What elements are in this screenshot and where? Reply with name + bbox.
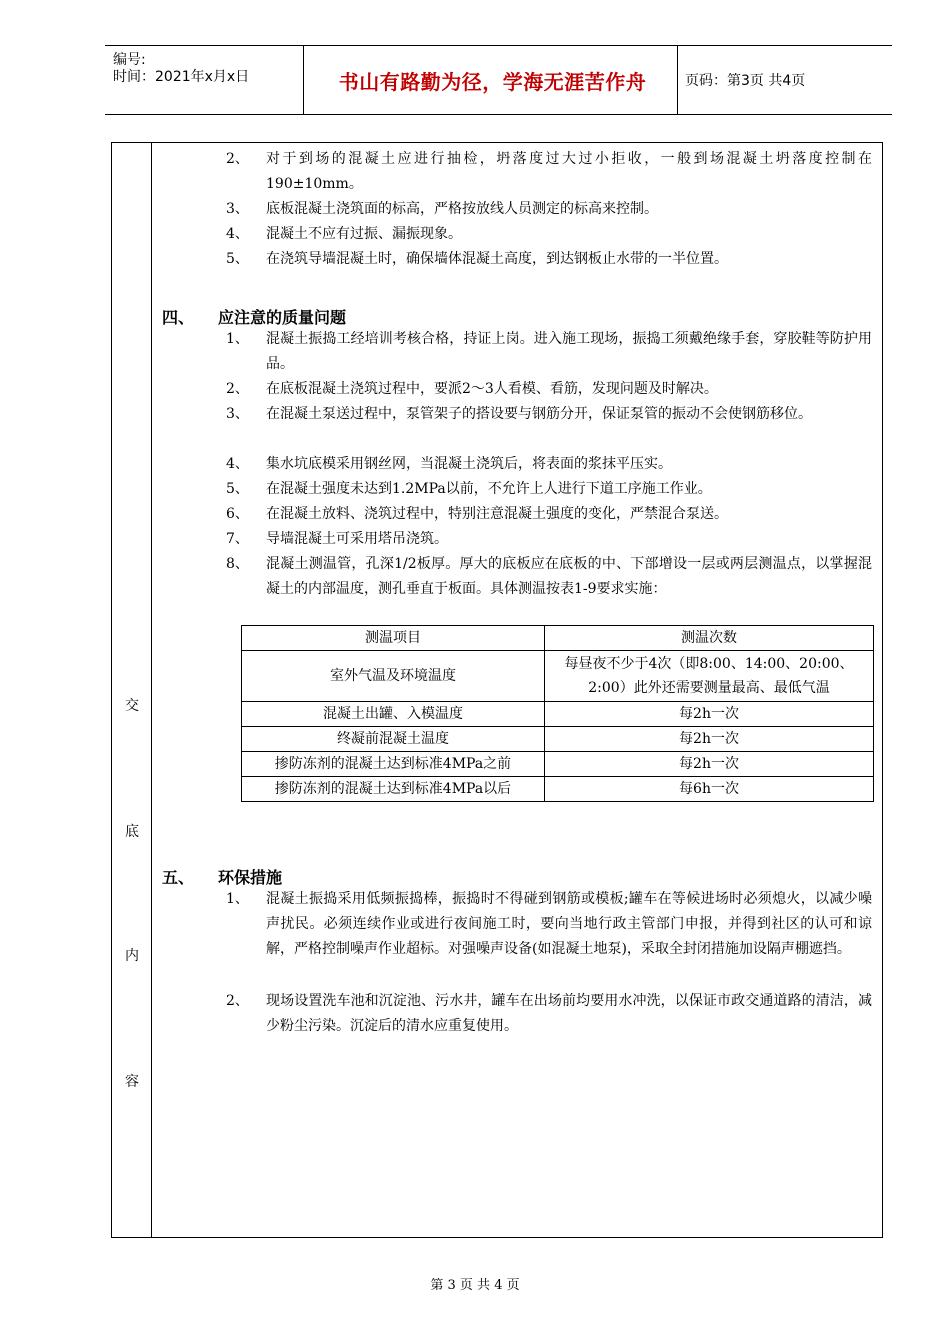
table-header-row [242,626,874,651]
table-cell: 每昼夜不少于4次（即8:00、14:00、20:00、2:00）此外还需要测量最高、最低气温 [545,651,874,702]
item-text: 对于到场的混凝土应进行抽检，坍落度过大过小拒收，一般到场混凝土坍落度控制在190±10mm。 [266,151,872,192]
side-label-char: 容 [125,1074,139,1090]
header-divider [303,46,304,114]
item-number: 2、 [226,993,249,1009]
item-number: 2、 [226,381,249,397]
table-header-cell: 测温次数 [545,626,874,651]
section-number: 四、 [162,308,195,327]
item-number: 3、 [226,201,249,217]
table-cell: 每2h一次 [545,727,874,752]
section-heading [162,305,346,328]
item-text: 集水坑底模采用钢丝网，当混凝土浇筑后，将表面的浆抹平压实。 [266,456,672,472]
document-number-label: 编号: [113,52,146,68]
item-text: 混凝土振捣采用低频振捣棒，振捣时不得碰到钢筋或模板;罐车在等候进场时必须熄火，以减少噪声扰民。必须连续作业或进行夜间施工时，要向当地行政主管部门申报，并得到社区的认可和谅解，严格控制噪声作业超标。对强噪声设备(如混凝土地泵)，采取全封闭措施加设隔声棚遮挡。 [266,891,872,957]
side-label-char: 交 [125,698,139,714]
header-page-label: 页码：第3页 共4页 [685,73,806,89]
table-header-cell: 测温项目 [242,626,545,651]
table-cell: 掺防冻剂的混凝土达到标准4MPa之前 [242,752,545,777]
item-number: 4、 [226,456,249,472]
table-row [242,727,874,752]
table-cell: 每2h一次 [545,752,874,777]
page-header [105,45,892,115]
section-title: 应注意的质量问题 [218,308,347,327]
section-heading [162,865,282,888]
item-number: 2、 [226,151,249,167]
item-number: 5、 [226,251,249,267]
item-number: 5、 [226,481,249,497]
item-number: 8、 [226,556,249,572]
table-cell: 室外气温及环境温度 [242,651,545,702]
item-number: 7、 [226,531,249,547]
table-cell: 终凝前混凝土温度 [242,727,545,752]
header-motto: 书山有路勤为径，学海无涯苦作舟 [338,69,647,94]
section-title: 环保措施 [218,868,283,887]
page-footer: 第 3 页 共 4 页 [430,1278,520,1293]
item-text: 现场设置洗车池和沉淀池、污水井，罐车在出场前均要用水冲洗，以保证市政交通道路的清洁，减少粉尘污染。沉淀后的清水应重复使用。 [266,993,872,1034]
item-text: 混凝土测温管，孔深1/2板厚。厚大的底板应在底板的中、下部增设一层或两层测温点，以掌握混凝土的内部温度，测孔垂直于板面。具体测温按表1-9要求实施： [266,556,872,597]
section-number: 五、 [162,868,195,887]
item-text: 在底板混凝土浇筑过程中，要派2～3人看模、看筋，发现问题及时解决。 [266,381,718,397]
table-row [242,777,874,802]
item-number: 4、 [226,226,249,242]
item-text: 底板混凝土浇筑面的标高，严格按放线人员测定的标高来控制。 [266,201,658,217]
item-number: 6、 [226,506,249,522]
item-text: 在混凝土放料、浇筑过程中，特别注意混凝土强度的变化，严禁混合泵送。 [266,506,728,522]
table-cell: 每6h一次 [545,777,874,802]
side-label-char: 内 [125,948,139,964]
item-text: 混凝土振捣工经培训考核合格，持证上岗。进入施工现场，振捣工须戴绝缘手套，穿胶鞋等防护用品。 [266,331,872,372]
side-label-char: 底 [125,824,139,840]
item-text: 混凝土不应有过振、漏振现象。 [266,226,462,242]
table-cell: 每2h一次 [545,702,874,727]
item-text: 在混凝土泵送过程中，泵管架子的搭设要与钢筋分开，保证泵管的振动不会使钢筋移位。 [266,406,812,422]
table-cell: 混凝土出罐、入模温度 [242,702,545,727]
table-row [242,702,874,727]
header-meta [113,52,249,86]
disclosure-frame [111,142,883,1238]
item-text: 在浇筑导墙混凝土时，确保墙体混凝土高度，到达钢板止水带的一半位置。 [266,251,728,267]
item-number: 1、 [226,891,249,907]
table-cell: 掺防冻剂的混凝土达到标准4MPa以后 [242,777,545,802]
temperature-measurement-table [241,625,874,802]
item-number: 1、 [226,331,249,347]
item-number: 3、 [226,406,249,422]
document-time-label: 时间：2021年x月x日 [113,69,250,85]
table-row [242,752,874,777]
item-text: 导墙混凝土可采用塔吊浇筑。 [266,531,448,547]
item-text: 在混凝土强度未达到1.2MPa以前，不允许上人进行下道工序施工作业。 [266,481,712,497]
side-label-column [112,143,152,1237]
table-row [242,651,874,702]
